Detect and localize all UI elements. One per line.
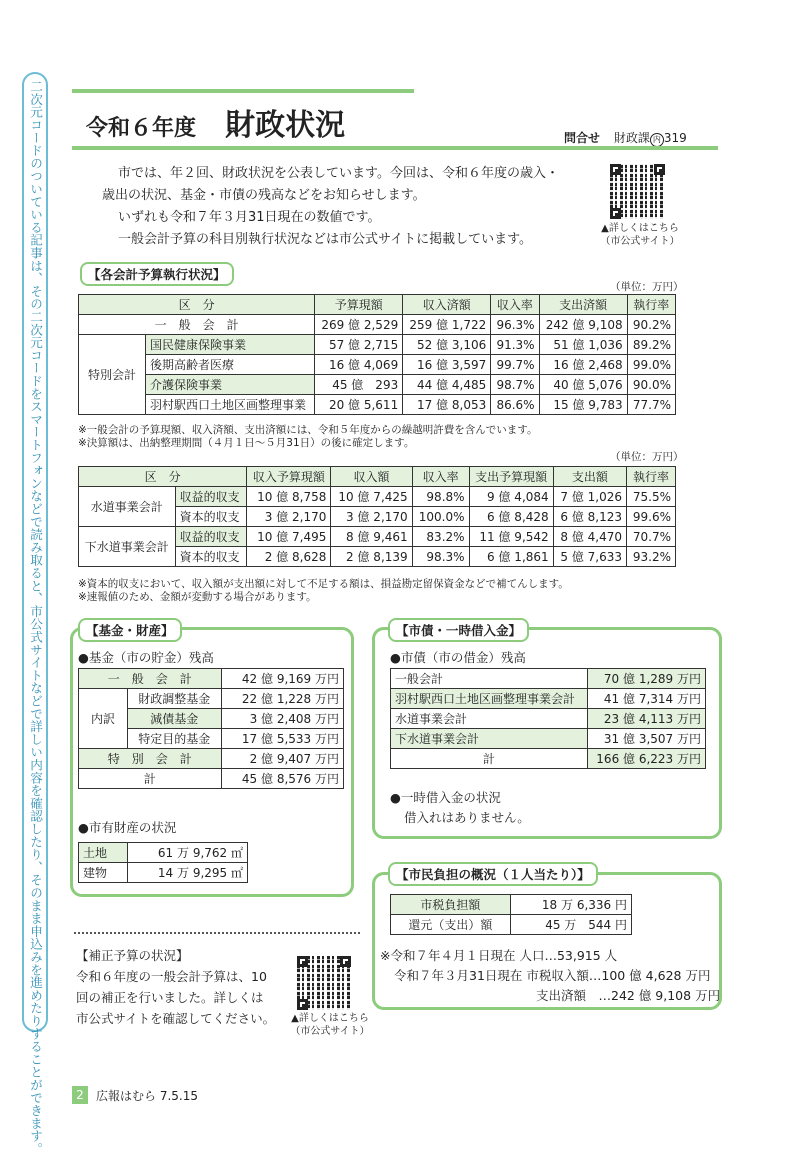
table-row: 還元（支出）額 45 万 544 円 (391, 915, 632, 935)
sidebar-text: 二次元コードのついている記事は、その二次元コードをスマートフォンなどで読み取ると、市公式サイトなどで詳しい内容を確認したり、そのまま申込みを進めたりすることができます。 (28, 80, 43, 1155)
supplement-title: 【補正予算の状況】 (76, 948, 189, 963)
debt-heading: ●市債（市の借金）残高 (390, 650, 526, 665)
extension-icon: 内 (650, 133, 664, 147)
table-row: 計 166 億 6,223 万円 (391, 749, 706, 769)
budget-unit: （単位：万円） (610, 281, 684, 293)
burden-note-1: ※令和７年４月１日現在 人口…53,915 人 (380, 948, 618, 963)
qr-code-icon[interactable] (610, 164, 665, 219)
table-row: 後期高齢者医療 16 億 4,069 16 億 3,597 99.7% 16 億 2,468 99.0% (79, 355, 676, 375)
burden-note-3: 支出済額 …242 億 9,108 万円 (536, 988, 721, 1003)
table-row: 建物 14 万 9,295 ㎡ (79, 863, 248, 883)
table-row: 内訳 財政調整基金 22 億 1,228 万円 (79, 689, 344, 709)
table-row: 水道事業会計 収益的収支 10 億 8,758 10 億 7,425 98.8% 9 億 4,084 7 億 1,026 75.5% (79, 487, 676, 507)
debt-section-label: 【市債・一時借入金】 (388, 618, 529, 642)
table-row: 資本的収支 3 億 2,170 3 億 2,170 100.0% 6 億 8,428 6 億 8,123 99.6% (79, 507, 676, 527)
intro-text: 市では、年２回、財政状況を公表しています。今回は、令和６年度の歳入・ 歳出の状況、基金・市債の残高などをお知らせします。 いずれも令和７年３月31日現在の数値です。 一般会計予算の科目別執行状況などは市公式サイトに掲載しています。 (102, 166, 559, 247)
property-table (78, 842, 248, 883)
fund-heading: ●基金（市の貯金）残高 (78, 650, 214, 665)
table-row: 特定目的基金 17 億 5,533 万円 (79, 729, 344, 749)
burden-note-2: 令和７年３月31日現在 市税収入額…100 億 4,628 万円 (394, 968, 711, 983)
table-row: 介護保険事業 45 億 293 44 億 4,485 98.7% 40 億 5,076 90.0% (79, 375, 676, 395)
table-row: 羽村駅西口土地区画整理事業会計 41 億 7,314 万円 (391, 689, 706, 709)
supplement-qr-caption: ▲詳しくはこちら （市公式サイト） (290, 1013, 370, 1037)
table-row: 土地 61 万 9,762 ㎡ (79, 843, 248, 863)
qr-info-sidebar (22, 72, 48, 1155)
table-row: 市税負担額 18 万 6,336 円 (391, 895, 632, 915)
property-heading: ●市有財産の状況 (78, 820, 177, 835)
qr-caption: ▲詳しくはこちら （市公式サイト） (600, 223, 680, 247)
water-notes: ※資本的収支において、収入額が支出額に対して不足する額は、損益勘定留保資金などで補てんします。 ※速報値のため、金額が変動する場合があります。 (78, 578, 569, 603)
dotted-divider (74, 932, 360, 934)
table-row: 特別会計 国民健康保険事業 57 億 2,715 52 億 3,106 91.3% 51 億 1,036 89.2% (79, 335, 676, 355)
table-row: 下水道事業会計 31 億 3,507 万円 (391, 729, 706, 749)
fund-section-label: 【基金・財産】 (78, 618, 182, 642)
page-number: 2 (72, 1086, 88, 1104)
table-row: 特 別 会 計 2 億 9,407 万円 (79, 749, 344, 769)
table-row: 一 般 会 計 269 億 2,529 259 億 1,722 96.3% 242 億 9,108 90.2% (79, 315, 676, 335)
table-header-row: 区 分 予算現額 収入済額 収入率 支出済額 執行率 (79, 295, 676, 315)
fund-table (78, 668, 344, 789)
table-row: 資本的収支 2 億 8,628 2 億 8,139 98.3% 6 億 1,861 5 億 7,633 93.2% (79, 547, 676, 567)
debt-table (390, 668, 706, 769)
budget-table (78, 294, 676, 415)
water-sewer-table (78, 466, 676, 567)
table-row: 一 般 会 計 42 億 9,169 万円 (79, 669, 344, 689)
burden-section-label: 【市民負担の概況（１人当たり）】 (388, 862, 598, 886)
table-row: 減債基金 3 億 2,408 万円 (79, 709, 344, 729)
table-row: 水道事業会計 23 億 4,113 万円 (391, 709, 706, 729)
budget-section-label: 【各会計予算執行状況】 (80, 262, 234, 286)
page-title: 令和６年度 財政状況 (86, 108, 346, 143)
water-unit: （単位：万円） (610, 451, 684, 463)
table-row: 下水道事業会計 収益的収支 10 億 7,495 8 億 9,461 83.2% 11 億 9,542 8 億 4,470 70.7% (79, 527, 676, 547)
table-row: 計 45 億 8,576 万円 (79, 769, 344, 789)
supplement-text: 令和６年度の一般会計予算は、10 回の補正を行いました。詳しくは 市公式サイトを確認してください。 (76, 969, 276, 1026)
table-row: 羽村駅西口土地区画整理事業 20 億 5,611 17 億 8,053 86.6% 15 億 9,783 77.7% (79, 395, 676, 415)
title-bottom-rule (72, 146, 718, 150)
budget-notes: ※一般会計の予算現額、収入済額、支出済額には、令和５年度からの繰越明許費を含んでいます。 ※決算額は、出納整理期間（４月１日～５月31日）の後に確定します。 (78, 424, 538, 449)
temp-loan-text: 借入れはありません。 (404, 810, 530, 825)
title-top-rule (72, 89, 414, 93)
footer-publication: 広報はむら 7.5.15 (96, 1089, 198, 1103)
contact-info: 問合せ 財政課 内 319 (564, 131, 687, 145)
table-header-row: 区 分 収入予算現額 収入額 収入率 支出予算現額 支出額 執行率 (79, 467, 676, 487)
burden-table (390, 894, 632, 935)
temp-loan-heading: ●一時借入金の状況 (390, 790, 501, 805)
supplement-qr-code-icon[interactable] (297, 956, 351, 1010)
table-row: 一般会計 70 億 1,289 万円 (391, 669, 706, 689)
